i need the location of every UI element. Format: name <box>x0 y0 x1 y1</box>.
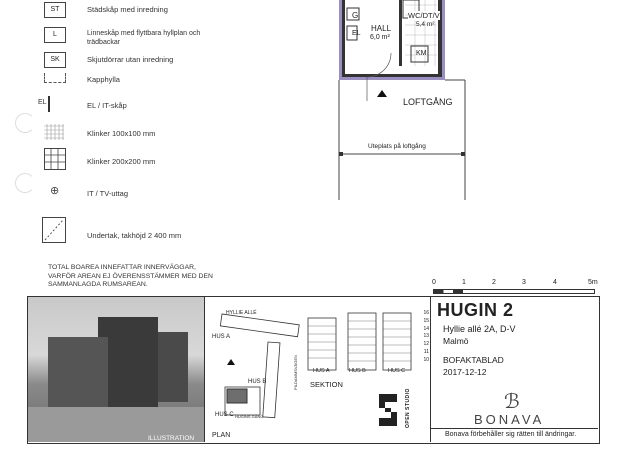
section-hus-c: HUS C <box>388 368 406 374</box>
legend-text-ceiling: Undertak, takhöjd 2 400 mm <box>87 231 182 240</box>
loftgang-label: LOFTGÅNG <box>403 97 453 107</box>
ceiling-icon <box>42 217 66 243</box>
document-date: 2017-12-12 <box>443 367 487 377</box>
illustration-label: ILLUSTRATION <box>148 435 195 442</box>
bonava-symbol-icon: ℬ <box>504 391 520 413</box>
legend-text-st: Städskåp med inredning <box>87 5 168 14</box>
scale-tick-label: 3 <box>522 279 526 286</box>
scale-tick-label: 2 <box>492 279 496 286</box>
scale-bar-graphic <box>433 289 595 294</box>
site-plan <box>205 297 305 442</box>
open-studio-text: OPEN STUDIO <box>405 388 411 428</box>
project-address: Hyllie allé 2A, D-V <box>443 324 516 334</box>
site-hus-a: HUS A <box>212 334 231 340</box>
legend-text-tile100: Klinker 100x100 mm <box>87 129 156 138</box>
project-name: HUGIN 2 <box>437 300 514 320</box>
floor-number: 13 <box>423 333 429 340</box>
area-note: TOTAL BOAREA INNEFATTAR INNERVÄGGAR, VARFÖR AREAN EJ ÖVERENSSTÄMMER MED DEN SAMMANLAGDA RUMSAREAN. <box>48 264 213 288</box>
room-g-label: G <box>352 11 359 20</box>
site-hus-b: HUS B <box>248 379 267 385</box>
section-diagram <box>305 310 415 372</box>
floor-number: 11 <box>423 348 429 355</box>
punch-hole <box>15 173 35 193</box>
street-bottom-label: HUGINS GÅNG <box>235 414 264 419</box>
section-hus-b: HUS B <box>349 368 366 374</box>
document-type: BOFAKTABLAD <box>443 355 504 365</box>
scale-tick-label: 0 <box>432 279 436 286</box>
scale-tick-label: 5m <box>588 279 598 286</box>
building-shape <box>48 337 108 407</box>
scale-tick-label: 4 <box>553 279 557 286</box>
tile-100-icon <box>44 124 64 140</box>
street-label: HYLLIE ALLÉ <box>226 310 257 316</box>
legend-code-st: ST <box>44 2 66 18</box>
legend-text-el: EL / IT-skåp <box>87 101 127 110</box>
building-illustration <box>28 297 204 442</box>
floor-number: 10 <box>423 356 429 363</box>
uteplats-label: Uteplats på loftgång <box>368 143 426 150</box>
wc-area: 5,4 m² <box>416 21 435 28</box>
floor-numbers <box>419 310 429 365</box>
kapphylla-icon <box>44 73 66 83</box>
street-side-label: PILDAMMSVÄGEN <box>293 355 298 390</box>
tile-200-icon <box>44 148 66 170</box>
legend-code-sk: SK <box>44 52 66 68</box>
scale-tick-label: 1 <box>462 279 466 286</box>
el-cabinet-icon <box>48 96 60 112</box>
room-el-label: EL <box>352 30 361 37</box>
disclaimer: Bonava förbehåller sig rätten till ändringar. <box>445 431 577 438</box>
punch-hole <box>15 113 35 133</box>
legend-text-ittv: IT / TV-uttag <box>87 189 128 198</box>
hall-area: 6,0 m² <box>370 34 390 41</box>
site-hus-c: HUS C <box>215 412 234 418</box>
open-studio-logo <box>377 392 405 428</box>
wc-name: WC/DT/V <box>408 11 440 20</box>
it-tv-outlet-icon: ⊕ <box>50 185 60 197</box>
legend-text-l: Linneskåp med flyttbara hyllplan och trädbackar <box>87 30 201 46</box>
sektion-label: SEKTION <box>310 380 343 389</box>
section-hus-a: HUS A <box>313 368 330 374</box>
building-shape <box>158 332 188 402</box>
floor-number: 14 <box>423 325 429 332</box>
legend-text-kapphylla: Kapphylla <box>87 75 120 84</box>
legend-text-tile200: Klinker 200x200 mm <box>87 157 156 166</box>
bonava-brand: BONAVA <box>474 412 545 427</box>
plan-label: PLAN <box>212 432 231 439</box>
floor-number: 15 <box>423 317 429 324</box>
legend-text-sk: Skjutdörrar utan inredning <box>87 55 174 64</box>
legend-code-el: EL <box>38 99 47 106</box>
floor-number: 16 <box>423 310 429 316</box>
project-city: Malmö <box>443 336 469 346</box>
floor-number: 12 <box>423 341 429 348</box>
legend-code-l: L <box>44 27 66 43</box>
hall-name: HALL <box>371 24 392 33</box>
km-label: KM <box>416 50 427 57</box>
